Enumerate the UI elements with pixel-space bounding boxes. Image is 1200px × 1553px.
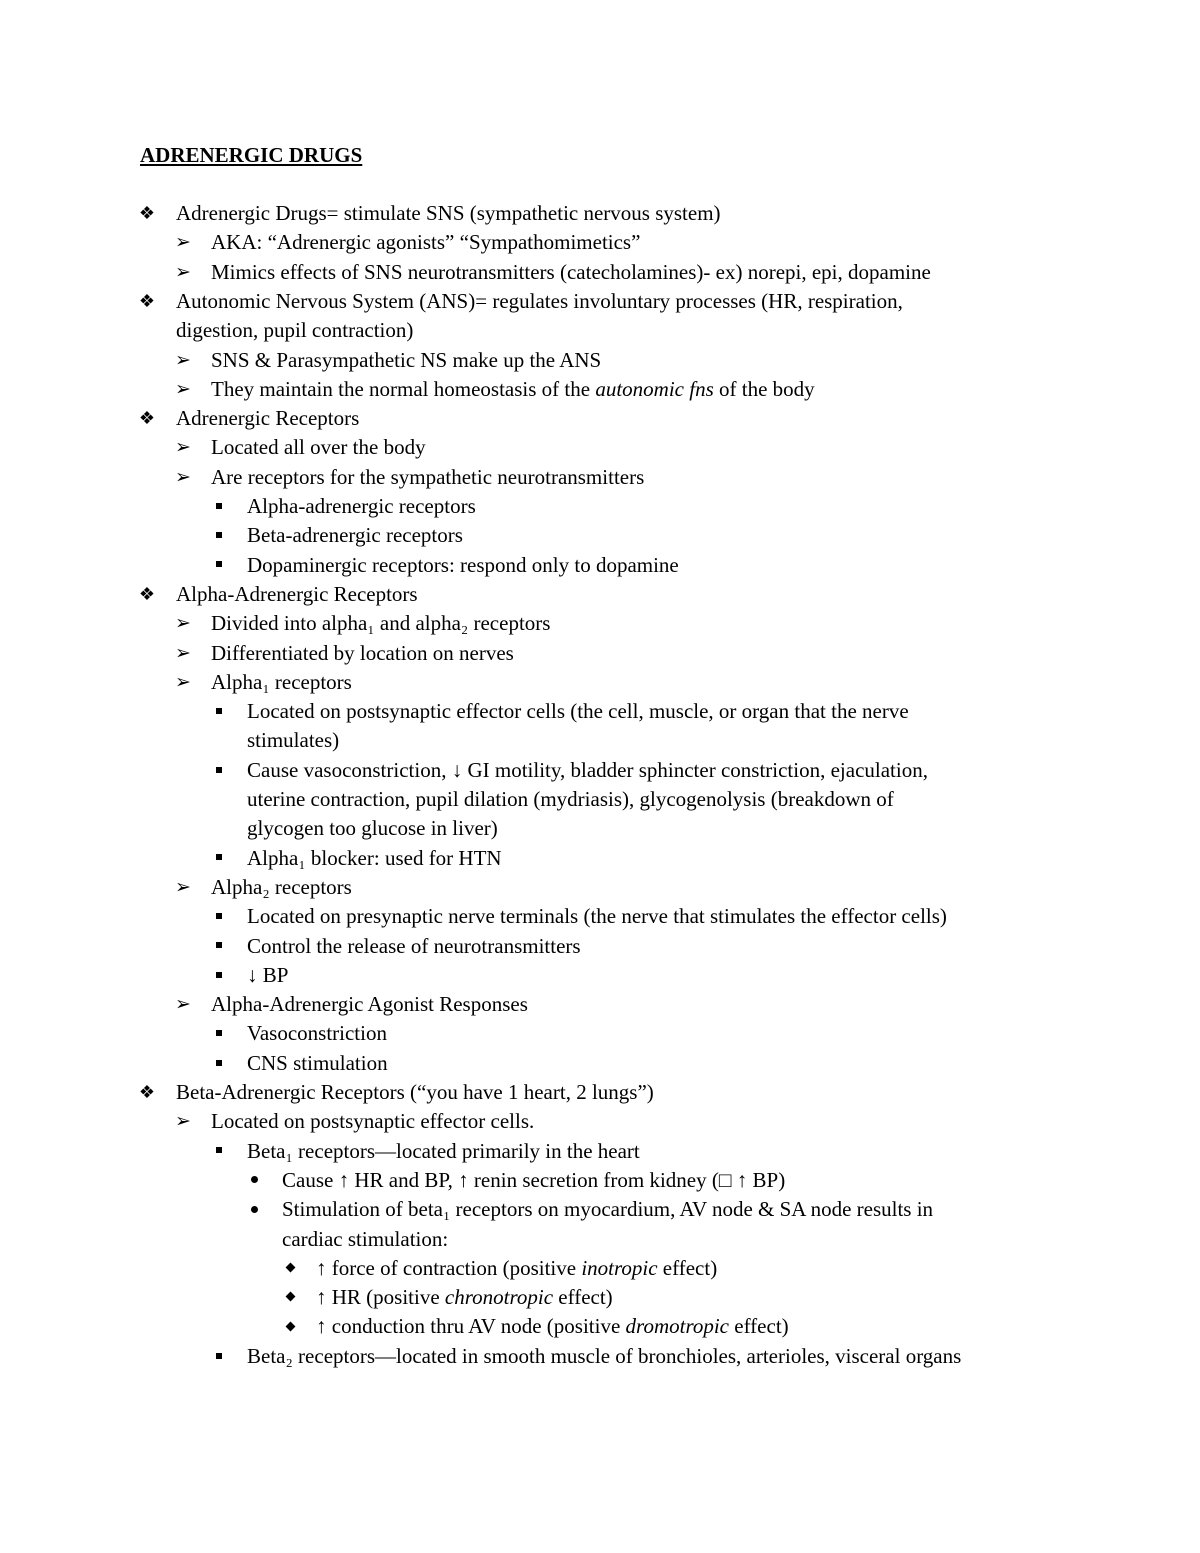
line-text: Beta₂ receptors—located in smooth muscle of bronchioles, arterioles, visceral organs bbox=[247, 1343, 962, 1368]
line-text: Adrenergic Drugs= stimulate SNS (sympathetic nervous system) bbox=[176, 201, 721, 225]
outline-line bbox=[247, 1049, 388, 1078]
outline-line bbox=[247, 932, 581, 961]
diamond-star-bullet-icon: ❖ bbox=[138, 583, 156, 604]
line-emphasis: chronotropic bbox=[444, 1285, 554, 1310]
arrow-bullet-icon: ➢ bbox=[175, 437, 191, 459]
square-bullet-icon bbox=[208, 697, 230, 726]
line-text: digestion, pupil contraction) bbox=[176, 318, 414, 343]
outline-line bbox=[247, 902, 947, 931]
square-bullet-icon bbox=[208, 492, 230, 521]
line-text: Alpha-adrenergic receptors bbox=[247, 494, 476, 518]
arrow-bullet-icon: ➢ bbox=[175, 613, 191, 635]
line-text: AKA: “Adrenergic agonists” “Sympathomimetics” bbox=[211, 230, 641, 255]
line-text: SNS & Parasympathetic NS make up the ANS bbox=[211, 347, 602, 372]
line-text: Alpha₁ blocker: used for HTN bbox=[247, 845, 502, 870]
line-text: glycogen too glucose in liver) bbox=[247, 816, 498, 841]
line-text: Adrenergic Receptors bbox=[176, 406, 360, 431]
line-emphasis: autonomic fns bbox=[595, 376, 714, 401]
arrow-bullet-icon: ➢ bbox=[175, 642, 191, 664]
line-emphasis: dromotropic bbox=[625, 1314, 729, 1339]
outline-line bbox=[176, 199, 721, 228]
line-text: Alpha₁ receptors bbox=[211, 669, 352, 694]
line-text: ↑ conduction thru AV node (positive bbox=[316, 1314, 626, 1339]
line-text: Mimics effects of SNS neurotransmitters (catecholamines)- ex) norepi, epi, dopamine bbox=[211, 259, 931, 284]
line-text: Alpha₂ receptors bbox=[211, 874, 352, 899]
line-text: Alpha-Adrenergic Receptors bbox=[176, 581, 418, 606]
outline-line bbox=[247, 1019, 387, 1048]
outline-line bbox=[247, 551, 679, 580]
arrow-bullet-icon: ➢ bbox=[175, 994, 191, 1016]
square-bullet-icon bbox=[208, 551, 230, 580]
square-bullet-icon bbox=[208, 844, 230, 873]
diamond-star-bullet-icon: ❖ bbox=[138, 408, 156, 429]
diamond-star-bullet-icon: ❖ bbox=[138, 290, 156, 311]
line-text: Control the release of neurotransmitters bbox=[247, 933, 581, 958]
outline-line bbox=[211, 228, 640, 257]
outline-line bbox=[316, 1254, 717, 1283]
line-text: Located all over the body bbox=[211, 435, 426, 460]
line-text-tail: effect) bbox=[729, 1314, 789, 1339]
diamond-bullet-icon bbox=[279, 1254, 301, 1283]
square-bullet-icon bbox=[208, 1019, 230, 1048]
dot-bullet-icon bbox=[243, 1195, 265, 1224]
diamond-bullet-icon bbox=[279, 1283, 301, 1312]
dot-bullet-icon bbox=[243, 1166, 265, 1195]
line-text: stimulates) bbox=[247, 728, 340, 753]
line-text: Stimulation of beta₁ receptors on myocardium, AV node & SA node results in bbox=[282, 1197, 934, 1222]
outline-line bbox=[211, 990, 528, 1019]
outline-line bbox=[316, 1283, 613, 1312]
line-text: Autonomic Nervous System (ANS)= regulates involuntary processes (HR, respiration, bbox=[176, 288, 903, 313]
outline-line bbox=[247, 697, 909, 726]
outline-line bbox=[211, 873, 352, 902]
line-text: Alpha-Adrenergic Agonist Responses bbox=[211, 992, 528, 1017]
line-emphasis: inotropic bbox=[581, 1255, 658, 1280]
line-text: Located on presynaptic nerve terminals (the nerve that stimulates the effector cells) bbox=[247, 904, 947, 929]
arrow-bullet-icon: ➢ bbox=[175, 232, 191, 254]
document-title: ADRENERGIC DRUGS bbox=[140, 143, 363, 167]
line-text: Located on postsynaptic effector cells. bbox=[211, 1109, 535, 1134]
outline-line bbox=[247, 785, 894, 814]
outline-line bbox=[211, 668, 352, 697]
line-text: ↑ HR (positive bbox=[316, 1285, 445, 1310]
square-bullet-icon bbox=[208, 902, 230, 931]
outline-line bbox=[211, 433, 426, 462]
square-bullet-icon bbox=[208, 521, 230, 550]
outline-line bbox=[247, 1137, 640, 1166]
line-text: Dopaminergic receptors: respond only to dopamine bbox=[247, 552, 679, 577]
outline-line bbox=[247, 961, 288, 990]
square-bullet-icon bbox=[208, 1049, 230, 1078]
line-text-tail: effect) bbox=[657, 1255, 718, 1280]
outline-line bbox=[247, 844, 502, 873]
outline-line bbox=[211, 346, 601, 375]
line-text-tail: effect) bbox=[553, 1285, 613, 1310]
outline-line bbox=[211, 609, 550, 638]
square-bullet-icon bbox=[208, 756, 230, 785]
line-text-tail: of the body bbox=[713, 376, 815, 401]
outline-line bbox=[282, 1225, 448, 1254]
arrow-bullet-icon: ➢ bbox=[175, 1111, 191, 1133]
line-text: uterine contraction, pupil dilation (mydriasis), glycogenolysis (breakdown of bbox=[247, 787, 894, 811]
line-text: Beta-Adrenergic Receptors (“you have 1 heart, 2 lungs”) bbox=[176, 1080, 654, 1104]
line-text: Differentiated by location on nerves bbox=[211, 640, 514, 665]
outline-line bbox=[211, 258, 931, 287]
arrow-bullet-icon: ➢ bbox=[175, 261, 191, 283]
square-bullet-icon bbox=[208, 932, 230, 961]
line-text: Located on postsynaptic effector cells (the cell, muscle, or organ that the nerve bbox=[247, 699, 909, 724]
line-text: Beta-adrenergic receptors bbox=[247, 523, 463, 548]
outline-line bbox=[247, 726, 339, 755]
line-text: ↓ BP bbox=[247, 962, 289, 987]
outline-line bbox=[176, 580, 418, 609]
arrow-bullet-icon: ➢ bbox=[175, 876, 191, 898]
outline-line bbox=[282, 1166, 785, 1195]
outline-line bbox=[247, 492, 476, 521]
outline-line bbox=[211, 1107, 534, 1136]
line-text: CNS stimulation bbox=[247, 1050, 388, 1075]
outline-line bbox=[211, 463, 644, 492]
outline-line bbox=[247, 1342, 961, 1371]
line-text: They maintain the normal homeostasis of the bbox=[211, 376, 596, 401]
arrow-bullet-icon: ➢ bbox=[175, 466, 191, 488]
diamond-star-bullet-icon: ❖ bbox=[138, 1082, 156, 1102]
outline-line bbox=[176, 404, 359, 433]
diamond-star-bullet-icon: ❖ bbox=[138, 203, 156, 223]
outline-line bbox=[211, 639, 514, 668]
square-bullet-icon bbox=[208, 1137, 230, 1166]
outline-line bbox=[176, 1078, 654, 1107]
line-text: Beta₁ receptors—located primarily in the heart bbox=[247, 1138, 640, 1163]
outline-line bbox=[247, 521, 463, 550]
line-text: Cause ↑ HR and BP, ↑ renin secretion from kidney (□ ↑ BP) bbox=[282, 1167, 786, 1192]
line-text: cardiac stimulation: bbox=[282, 1226, 449, 1251]
outline-line bbox=[176, 287, 903, 316]
diamond-bullet-icon bbox=[279, 1312, 301, 1341]
outline-line bbox=[282, 1195, 933, 1224]
line-text: ↑ force of contraction (positive bbox=[316, 1255, 582, 1280]
line-text: Are receptors for the sympathetic neurotransmitters bbox=[211, 464, 645, 489]
arrow-bullet-icon: ➢ bbox=[175, 671, 191, 693]
square-bullet-icon bbox=[208, 961, 230, 990]
outline-line bbox=[316, 1312, 789, 1341]
arrow-bullet-icon: ➢ bbox=[175, 378, 191, 400]
outline-line bbox=[247, 756, 928, 785]
arrow-bullet-icon: ➢ bbox=[175, 349, 191, 371]
outline-line bbox=[211, 375, 815, 404]
line-text: Cause vasoconstriction, ↓ GI motility, bladder sphincter constriction, ejaculation, bbox=[247, 757, 928, 782]
line-text: Vasoconstriction bbox=[247, 1021, 387, 1046]
line-text: Divided into alpha₁ and alpha₂ receptors bbox=[211, 611, 551, 636]
outline-line bbox=[247, 814, 498, 843]
square-bullet-icon bbox=[208, 1342, 230, 1371]
outline-line bbox=[176, 316, 413, 345]
